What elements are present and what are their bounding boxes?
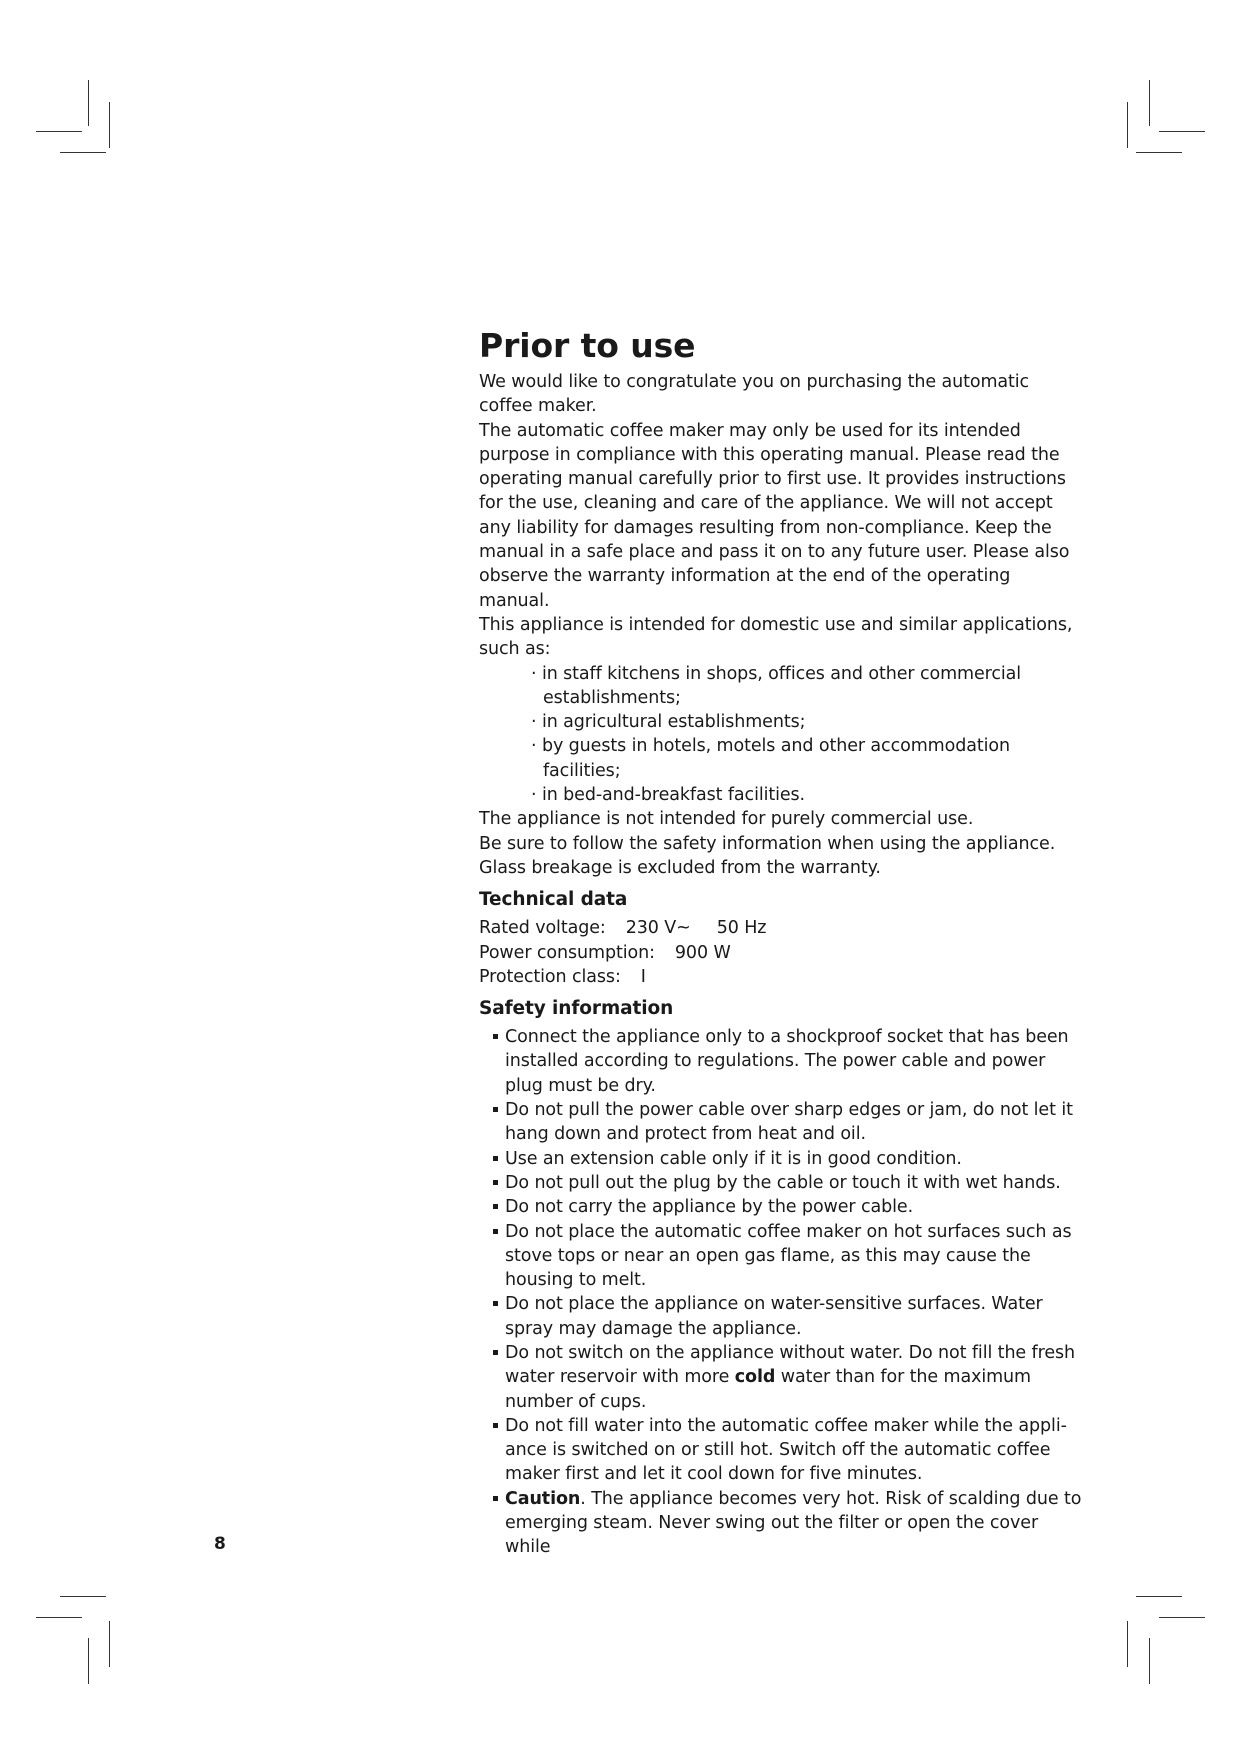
note-text: Be sure to follow the safety information when using the appliance.	[479, 833, 1056, 854]
power-consumption-value: 900 W	[674, 942, 731, 963]
list-item: Do not place the automatic coffee maker on hot surfaces such as stove tops or near an open gas flame, as this may cause the housing to melt.	[493, 1220, 1085, 1293]
crop-mark	[88, 1638, 89, 1684]
crop-mark	[36, 131, 82, 132]
crop-mark	[109, 1621, 110, 1667]
crop-mark	[1136, 1596, 1182, 1597]
crop-mark	[109, 102, 110, 148]
list-item	[493, 1341, 1085, 1414]
rated-voltage-row	[479, 916, 1085, 940]
intro-paragraph: We would like to congratulate you on purchasing the automatic coffee maker.	[479, 372, 1030, 417]
emphasis-text: cold	[734, 1367, 776, 1388]
intro-paragraph: This appliance is intended for domestic use and similar applications, such as:	[479, 614, 1073, 660]
rated-voltage-value: 230 V~	[625, 918, 691, 939]
power-consumption-row	[479, 941, 1085, 965]
crop-mark	[88, 80, 89, 126]
list-item: Do not carry the appliance by the power cable.	[493, 1195, 1085, 1219]
list-item: · in bed-and-breakfast facilities.	[531, 783, 1085, 807]
note-text: Glass breakage is excluded from the warranty.	[479, 857, 881, 878]
applications-list	[479, 662, 1085, 808]
list-item: Do not fill water into the automatic coffee maker while the appli-ance is switched on or still hot. Switch off the automatic coffee maker first and let it cool down for five minutes.	[493, 1414, 1085, 1487]
crop-mark	[1127, 102, 1128, 148]
rated-voltage-label: Rated voltage:	[479, 918, 606, 939]
rated-frequency-value: 50 Hz	[716, 918, 767, 939]
list-item: · by guests in hotels, motels and other accommodation facilities;	[531, 734, 1085, 783]
crop-mark	[1136, 152, 1182, 153]
page-title: Prior to use	[479, 326, 696, 365]
list-item-text: . The appliance becomes very hot. Risk of scalding due to emerging steam. Never swing out the filter or open the cover while	[505, 1488, 1082, 1558]
protection-class-row	[479, 965, 1085, 989]
page-number: 8	[214, 1534, 226, 1554]
list-item: Do not place the appliance on water-sensitive surfaces. Water spray may damage the appliance.	[493, 1292, 1085, 1341]
list-item: · in agricultural establishments;	[531, 710, 1085, 734]
list-item: Connect the appliance only to a shockproof socket that has been installed according to regulations. The power cable and power plug must be dry.	[493, 1025, 1085, 1098]
crop-mark	[1159, 1617, 1205, 1618]
crop-mark	[60, 1596, 106, 1597]
list-item: · in staff kitchens in shops, offices and other commercial establishments;	[531, 662, 1085, 711]
protection-class-value: I	[640, 966, 646, 987]
power-consumption-label: Power consumption:	[479, 942, 655, 963]
list-item: Do not pull out the plug by the cable or touch it with wet hands.	[493, 1171, 1085, 1195]
list-item: Do not pull the power cable over sharp edges or jam, do not let it hang down and protect from heat and oil.	[493, 1098, 1085, 1147]
crop-mark	[1159, 131, 1205, 132]
crop-mark	[1127, 1621, 1128, 1667]
list-item: Use an extension cable only if it is in good condition.	[493, 1147, 1085, 1171]
safety-list	[479, 1025, 1085, 1560]
protection-class-label: Protection class:	[479, 966, 621, 987]
technical-data-heading: Technical data	[479, 889, 628, 911]
safety-information-heading: Safety information	[479, 998, 674, 1020]
list-item	[493, 1487, 1085, 1560]
manual-content	[479, 326, 1085, 1560]
crop-mark	[36, 1617, 82, 1618]
crop-mark	[60, 152, 106, 153]
list-item-text: Do not switch on the appliance without water. Do not fill the fresh water reservoir with more	[505, 1342, 1076, 1388]
crop-mark	[1149, 1638, 1150, 1684]
intro-paragraph: The automatic coffee maker may only be used for its intended purpose in compliance with this operating manual. Please read the operating manual carefully prior to first use. It provides instructions for the use, cleaning and care of the appliance. We will not accept any liability for damages resulting from non-compliance. Keep the manual in a safe place and pass it on to any future user. Please also observe the warranty information at the end of the operating manual.	[479, 420, 1070, 611]
note-text: The appliance is not intended for purely commercial use.	[479, 809, 974, 830]
list-item-text: water than for the maximum number of cups.	[505, 1367, 1031, 1412]
caution-label: Caution	[505, 1488, 581, 1509]
crop-mark	[1149, 80, 1150, 126]
